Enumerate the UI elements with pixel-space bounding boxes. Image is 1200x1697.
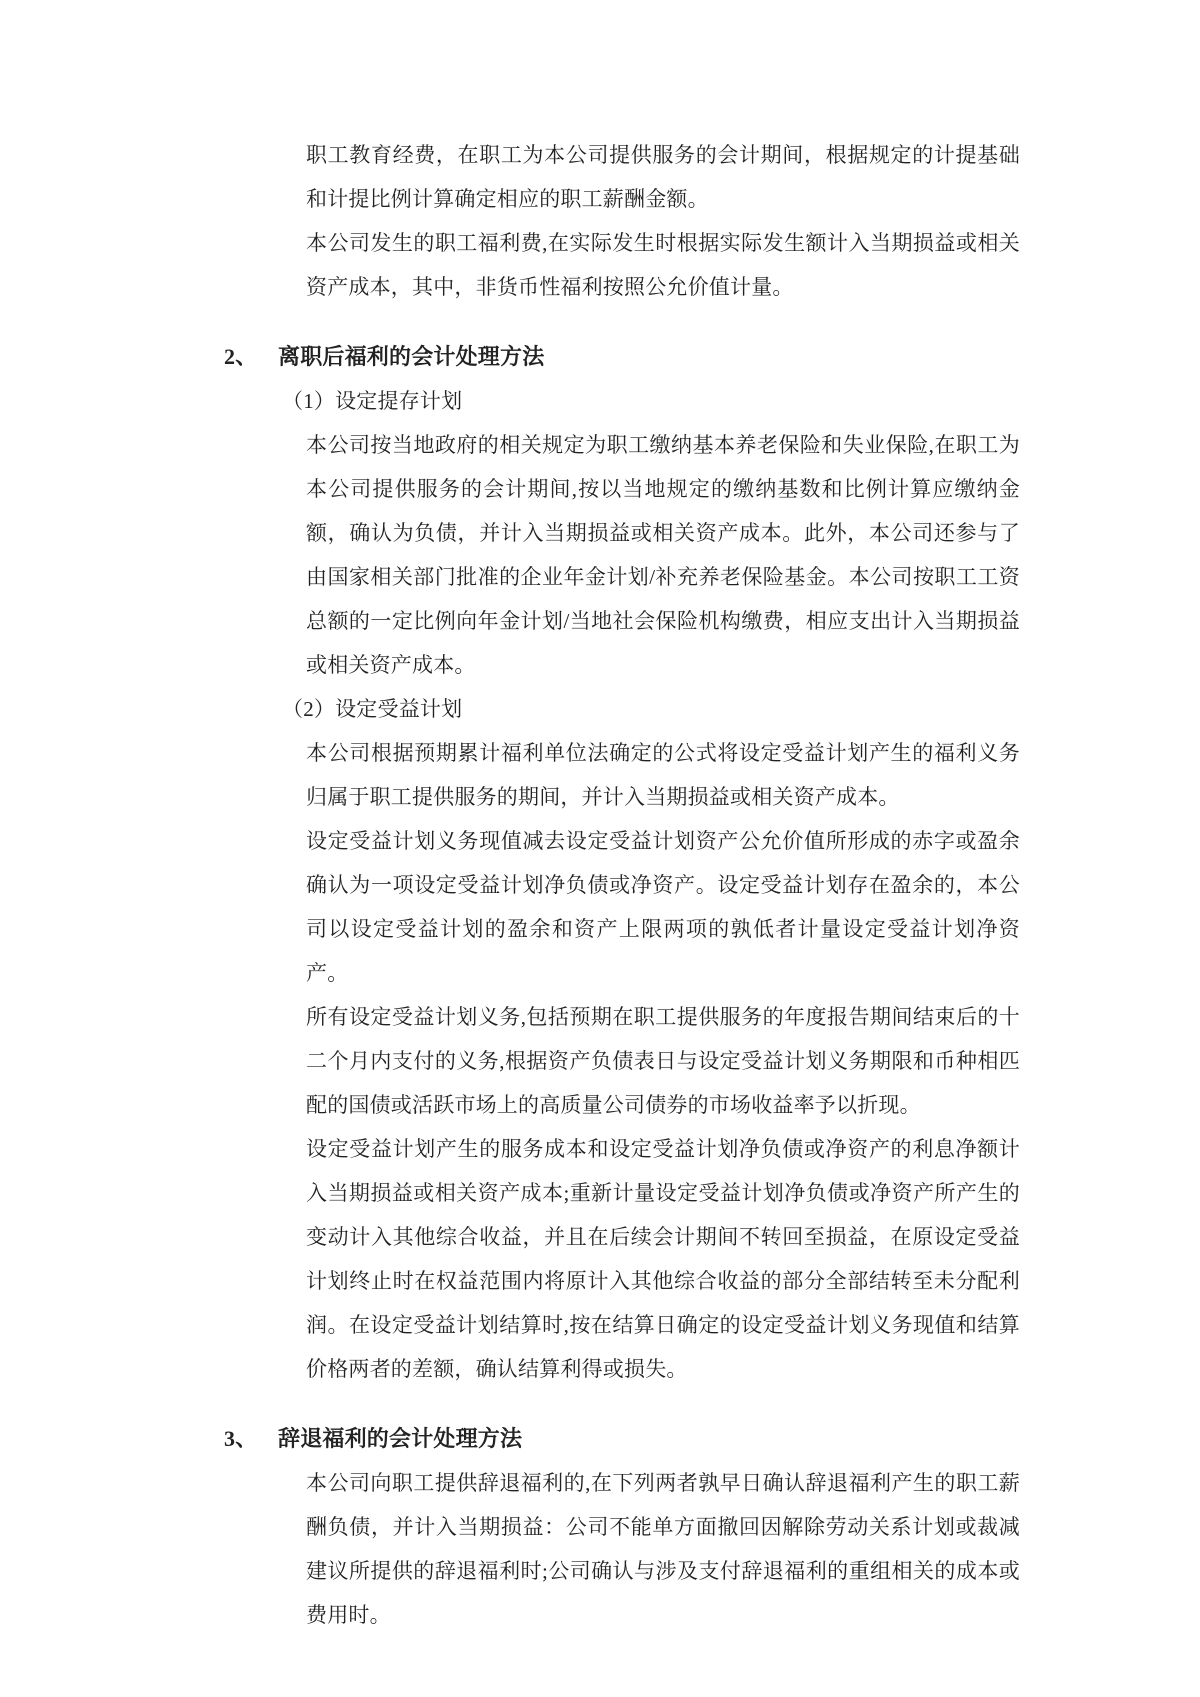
- body-paragraph: 本公司发生的职工福利费,在实际发生时根据实际发生额计入当期损益或相关资产成本，其中，非货币性福利按照公允价值计量。: [306, 231, 1020, 299]
- body-paragraph: 设定受益计划义务现值减去设定受益计划资产公允价值所形成的赤字或盈余确认为一项设定受益计划净负债或净资产。设定受益计划存在盈余的，本公司以设定受益计划的盈余和资产上限两项的孰低者计量设定受益计划净资产。: [306, 829, 1020, 985]
- section-title: 离职后福利的会计处理方法: [278, 344, 545, 369]
- body-paragraph: 本公司根据预期累计福利单位法确定的公式将设定受益计划产生的福利义务归属于职工提供服务的期间，并计入当期损益或相关资产成本。: [306, 741, 1020, 809]
- body-paragraph: 所有设定受益计划义务,包括预期在职工提供服务的年度报告期间结束后的十二个月内支付的义务,根据资产负债表日与设定受益计划义务期限和币种相匹配的国债或活跃市场上的高质量公司债券的市场收益率予以折现。: [306, 1005, 1020, 1117]
- body-paragraph: 本公司按当地政府的相关规定为职工缴纳基本养老保险和失业保险,在职工为本公司提供服务的会计期间,按以当地规定的缴纳基数和比例计算应缴纳金额，确认为负债，并计入当期损益或相关资产成本。此外，本公司还参与了由国家相关部门批准的企业年金计划/补充养老保险基金。本公司按职工工资总额的一定比例向年金计划/当地社会保险机构缴费，相应支出计入当期损益或相关资产成本。: [306, 433, 1020, 677]
- sub-heading: （2）设定受益计划: [282, 697, 463, 721]
- body-paragraph: 职工教育经费，在职工为本公司提供服务的会计期间，根据规定的计提基础和计提比例计算确定相应的职工薪酬金额。: [306, 143, 1020, 211]
- section-number: 3、: [224, 1426, 258, 1451]
- section-heading: [224, 1417, 938, 1461]
- section-title: 辞退福利的会计处理方法: [278, 1426, 523, 1451]
- body-paragraph: 设定受益计划产生的服务成本和设定受益计划净负债或净资产的利息净额计入当期损益或相关资产成本;重新计量设定受益计划净负债或净资产所产生的变动计入其他综合收益，并且在后续会计期间不转回至损益，在原设定受益计划终止时在权益范围内将原计入其他综合收益的部分全部结转至未分配利润。在设定受益计划结算时,按在结算日确定的设定受益计划义务现值和结算价格两者的差额，确认结算利得或损失。: [306, 1137, 1020, 1381]
- document-body: [224, 133, 1020, 1637]
- body-paragraph: 本公司向职工提供辞退福利的,在下列两者孰早日确认辞退福利产生的职工薪酬负债，并计入当期损益：公司不能单方面撤回因解除劳动关系计划或裁减建议所提供的辞退福利时;公司确认与涉及支付辞退福利的重组相关的成本或费用时。: [306, 1471, 1020, 1627]
- section-number: 2、: [224, 344, 258, 369]
- sub-heading: （1）设定提存计划: [282, 389, 463, 413]
- section-heading: [224, 335, 938, 379]
